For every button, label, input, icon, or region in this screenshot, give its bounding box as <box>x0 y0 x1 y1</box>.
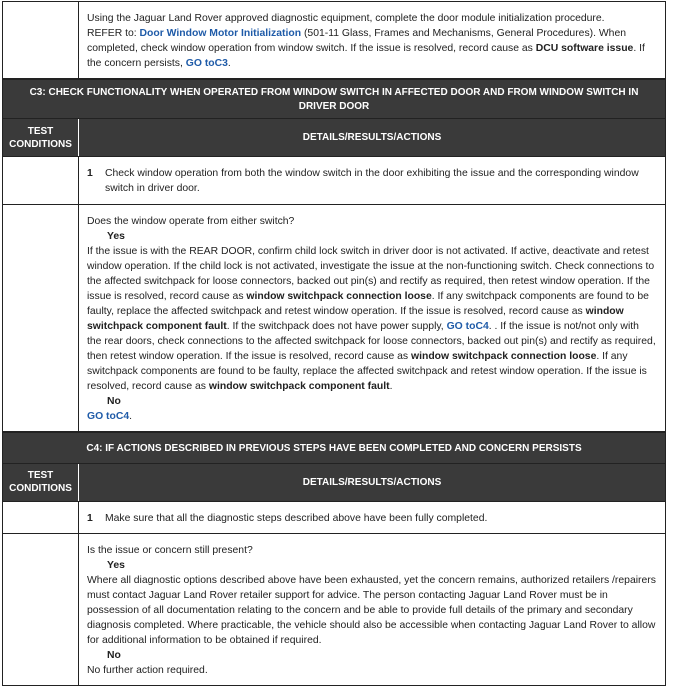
refer-text: (501-11 Glass, Frames and Mechanisms, General Procedures). When completed, check window operation from window switch. If the issue is resolved, record cause as <box>87 28 627 54</box>
details-cell <box>79 502 665 533</box>
test-conditions-cell <box>3 534 79 685</box>
door-window-motor-init-link[interactable]: Door Window Motor Initialization <box>139 28 302 39</box>
test-conditions-cell <box>3 205 79 431</box>
go-to-c4-link[interactable]: GO toC4 <box>446 321 489 332</box>
diagnostic-table <box>2 1 666 686</box>
c4-column-header-row <box>2 464 666 502</box>
yes-text: Where all diagnostic options described above have been exhausted, yet the concern remains, authorized retailers /repairers must contact Jaguar Land Rover retailer support for advice. The person contacting Jaguar Land Rover must be in possession of all documentation relating to the concern and be able to provide full details of the primary and secondary diagnosis completed. Where practicable, the vehicle should also be accessible when contacting Jaguar Land Rover to allow for additional information to be obtained if required. <box>87 574 656 646</box>
test-conditions-cell <box>3 502 79 533</box>
yes-label: Yes <box>107 231 125 242</box>
go-to-c3-link[interactable]: GO toC3 <box>185 58 228 69</box>
concern-text: . If the concern persists, <box>87 43 645 69</box>
yes-text-part: If the issue is with the REAR DOOR, confirm child lock switch in driver door is not activated. If active, deactivate and retest window operation. If the child lock is not activated, investigate the issue at the non-functioning switch. Check connections to the affected switchpack for loose connectors, backed out pin(s) and rectify as required, then retest window operation. If the issue is resolved, record cause as <box>87 246 655 302</box>
instruction-text: Using the Jaguar Land Rover approved diagnostic equipment, complete the door module initialization procedure. <box>87 13 605 24</box>
go-to-c4-link[interactable]: GO toC4 <box>87 411 130 422</box>
c2-result-row <box>2 1 666 79</box>
yes-text <box>87 244 656 394</box>
c4-title: C4: IF ACTIONS DESCRIBED IN PREVIOUS STEPS HAVE BEEN COMPLETED AND CONCERN PERSISTS <box>3 433 665 463</box>
cause-text: window switchpack connection loose <box>246 291 432 302</box>
period: . <box>129 411 133 422</box>
c3-header-row <box>2 79 666 119</box>
step-item <box>87 166 656 196</box>
details-cell <box>79 157 665 204</box>
period: . <box>389 381 393 392</box>
period: . <box>227 58 231 69</box>
step-item <box>87 511 656 526</box>
step-text: Make sure that all the diagnostic steps described above have been fully completed. <box>105 512 488 524</box>
refer-label: REFER to: <box>87 28 140 39</box>
cause-text: window switchpack connection loose <box>411 351 597 362</box>
question-text: Is the issue or concern still present? <box>87 544 253 556</box>
yes-text-part: . If any switchpack components are found to be faulty, replace the affected switchpack and retest window operation. If the issue is resolved, record cause as <box>87 291 649 317</box>
test-conditions-header: TEST CONDITIONS <box>3 119 79 156</box>
step-number: 1 <box>87 512 93 524</box>
no-label: No <box>107 396 121 407</box>
c4-header-row <box>2 432 666 464</box>
test-conditions-header: TEST CONDITIONS <box>3 464 79 501</box>
cause-text: window switchpack component fault <box>208 381 390 392</box>
c3-step-row <box>2 157 666 205</box>
yes-text-part: . If any switchpack components are found to be faulty, replace the affected switchpack and retest window operation. If the issue is resolved, record cause as <box>87 351 647 392</box>
no-label: No <box>107 649 121 661</box>
yes-label: Yes <box>107 559 125 571</box>
step-number: 1 <box>87 168 93 179</box>
details-header: DETAILS/RESULTS/ACTIONS <box>302 476 442 488</box>
yes-text-part: . If the switchpack does not have power supply, <box>226 321 447 332</box>
cause-text: DCU software issue <box>535 43 634 54</box>
test-conditions-cell <box>3 157 79 204</box>
c4-result-row <box>2 534 666 686</box>
step-text: Check window operation from both the window switch in the door exhibiting the issue and the corresponding window switch in driver door. <box>105 168 639 194</box>
test-conditions-cell <box>3 2 79 78</box>
details-cell <box>79 2 665 78</box>
cause-text: window switchpack component fault <box>87 306 624 332</box>
question-text: Does the window operate from either switch? <box>87 216 295 227</box>
c4-step-row <box>2 502 666 534</box>
yes-text-part: . . If the issue is not/not only with the rear doors, check connections to the affected switchpack for loose connectors, backed out pin(s) and rectify as required, then retest window operation. If the issue is resolved, record cause as <box>87 321 656 362</box>
no-text: No further action required. <box>87 664 208 676</box>
details-header: DETAILS/RESULTS/ACTIONS <box>302 132 442 143</box>
c3-result-row <box>2 205 666 432</box>
details-cell <box>79 534 665 685</box>
c3-column-header-row <box>2 119 666 157</box>
c3-title: C3: CHECK FUNCTIONALITY WHEN OPERATED FROM WINDOW SWITCH IN AFFECTED DOOR AND FROM WINDOW SWITCH IN DRIVER DOOR <box>3 80 665 118</box>
details-cell <box>79 205 665 431</box>
